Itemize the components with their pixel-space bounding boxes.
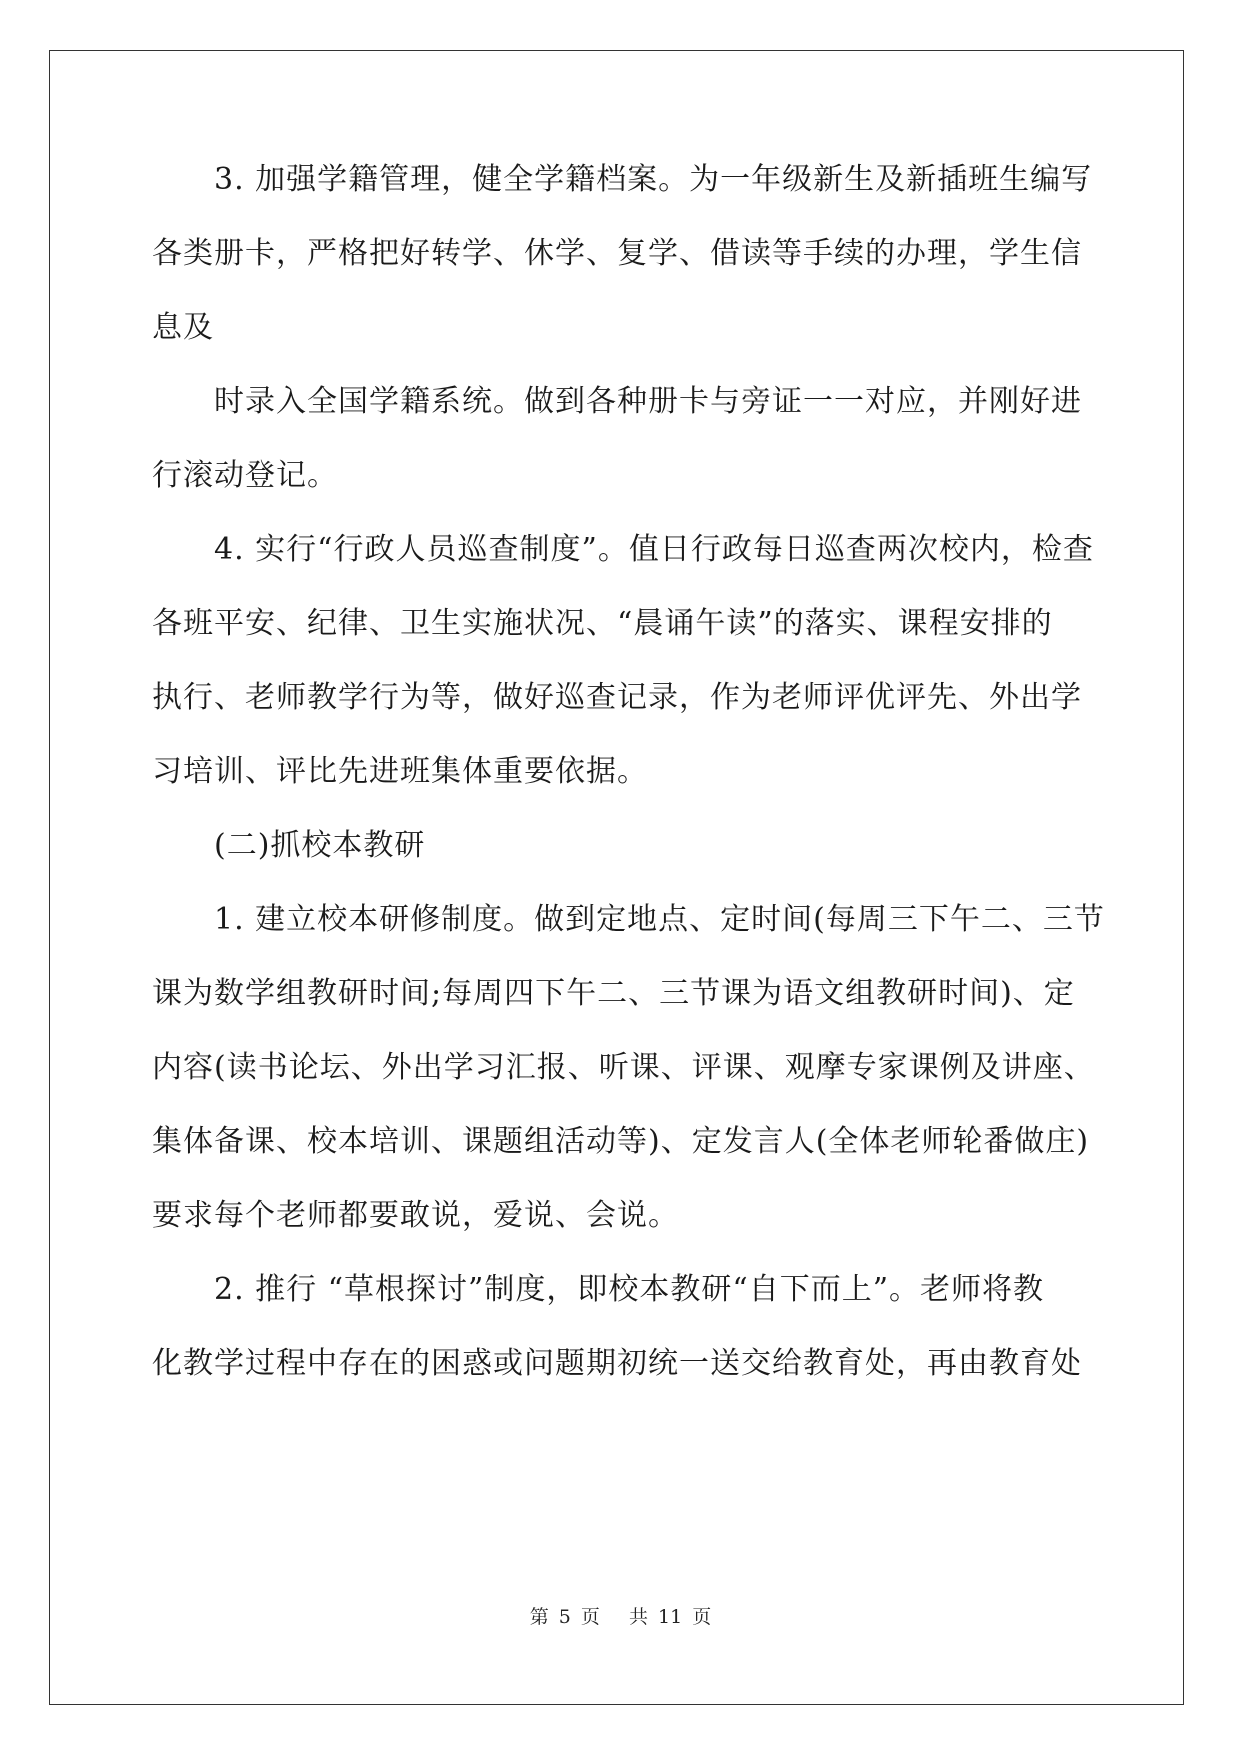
page-border (49, 50, 1184, 1705)
text-line: 课为数学组教研时间;每周四下午二、三节课为语文组教研时间)、定 (152, 976, 1075, 1011)
text-line: 内容(读书论坛、外出学习汇报、听课、评课、观摩专家课例及讲座、 (152, 1050, 1095, 1085)
text-line: 化教学过程中存在的困惑或问题期初统一送交给教育处，再由教育处 (152, 1346, 1082, 1381)
text-line: 执行、老师教学行为等，做好巡查记录，作为老师评优评先、外出学 (152, 680, 1082, 715)
text-line: 2. 推行 “草根探讨”制度，即校本教研“自下而上”。老师将教 (152, 1272, 1045, 1307)
section-heading: (二)抓校本教研 (152, 828, 426, 863)
text-line: 各班平安、纪律、卫生实施状况、“晨诵午读”的落实、课程安排的 (152, 606, 1053, 641)
text-line: 4. 实行“行政人员巡查制度”。值日行政每日巡查两次校内，检查 (152, 532, 1094, 567)
text-line: 行滚动登记。 (152, 458, 338, 493)
text-line: 习培训、评比先进班集体重要依据。 (152, 754, 648, 789)
page-number: 第 5 页 共 11 页 (529, 1606, 712, 1628)
text-line: 息及 (152, 310, 214, 345)
text-line: 要求每个老师都要敢说，爱说、会说。 (152, 1198, 679, 1233)
text-line: 3. 加强学籍管理，健全学籍档案。为一年级新生及新插班生编写 (152, 162, 1093, 197)
text-line: 集体备课、校本培训、课题组活动等)、定发言人(全体老师轮番做庄) (152, 1124, 1090, 1159)
text-line: 时录入全国学籍系统。做到各种册卡与旁证一一对应，并刚好进 (152, 384, 1082, 419)
text-line: 各类册卡，严格把好转学、休学、复学、借读等手续的办理，学生信 (152, 236, 1082, 271)
text-line: 1. 建立校本研修制度。做到定地点、定时间(每周三下午二、三节 (152, 902, 1105, 937)
